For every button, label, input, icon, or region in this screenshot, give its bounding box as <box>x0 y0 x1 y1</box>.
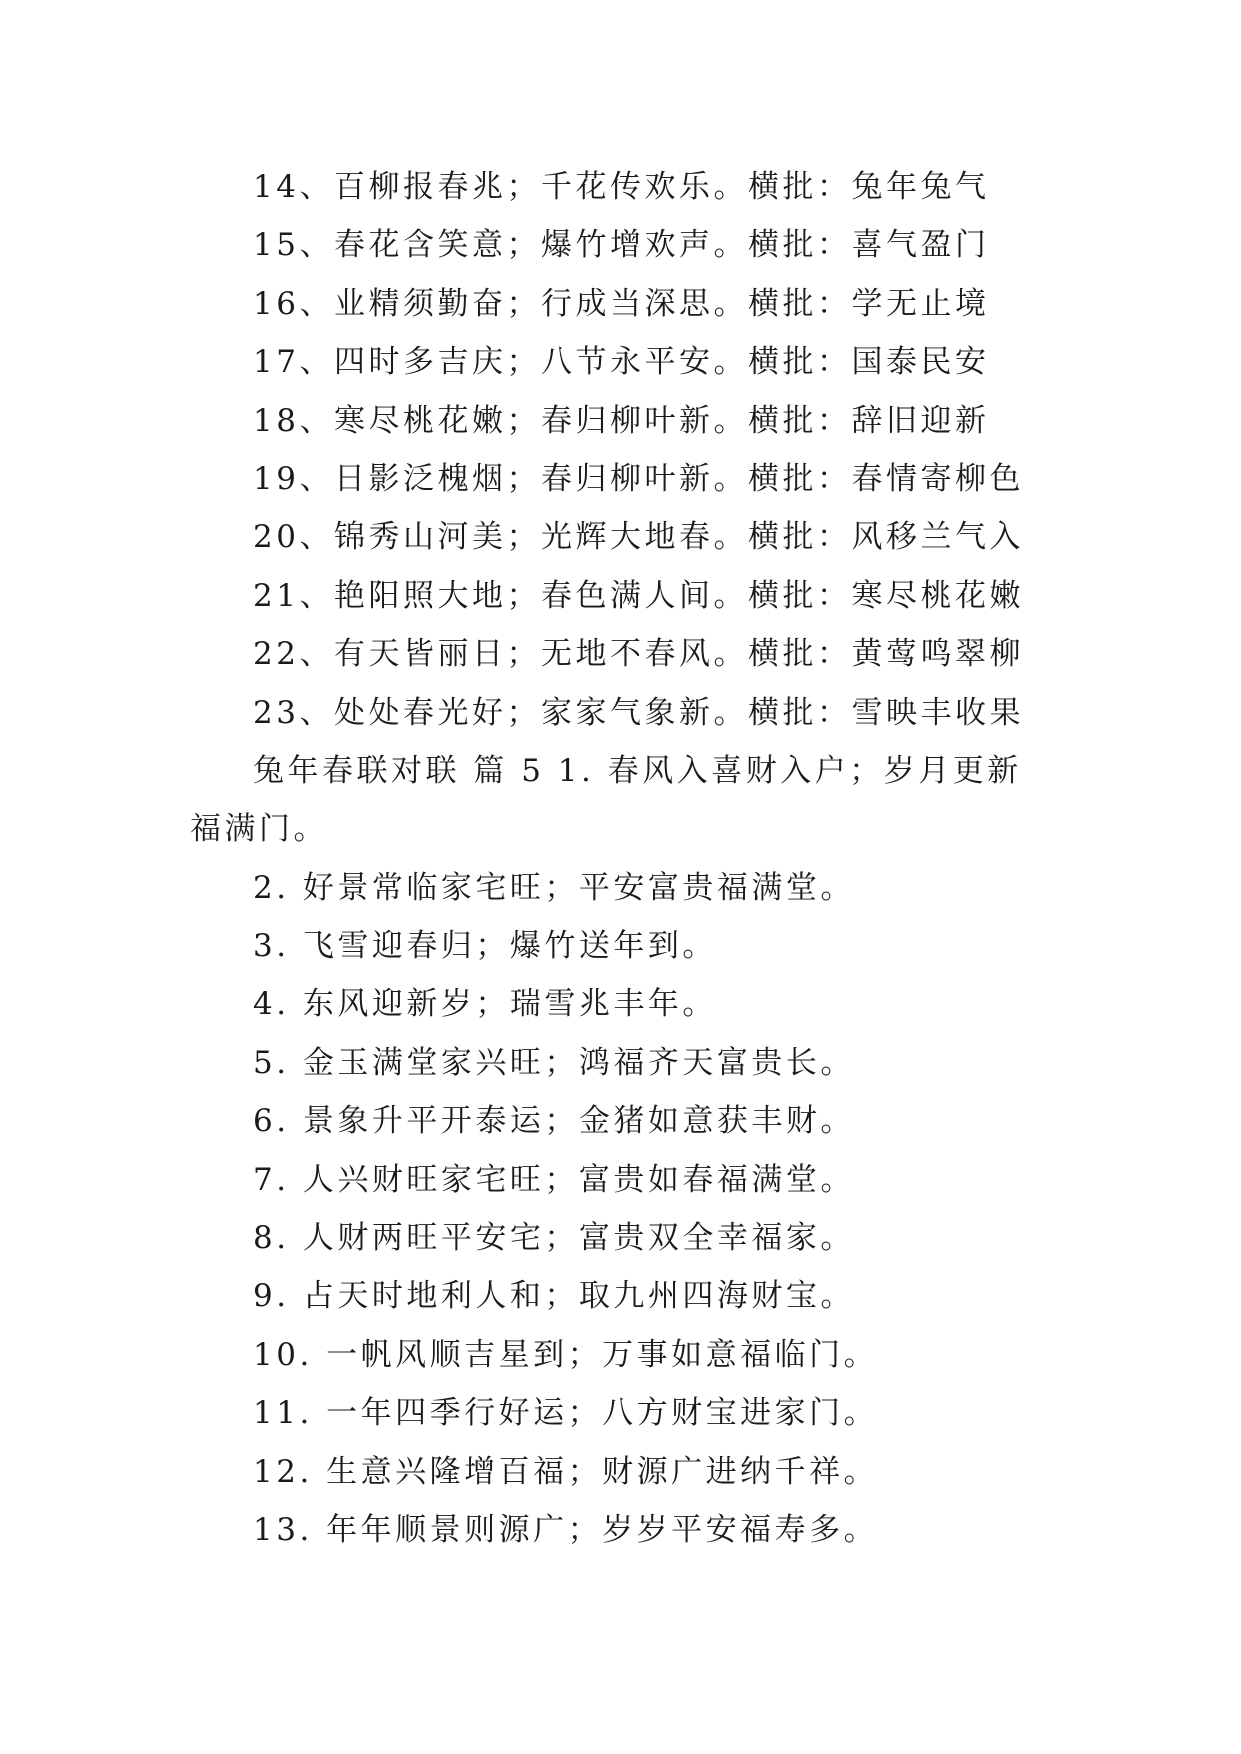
text-line: 2. 好景常临家宅旺；平安富贵福满堂。 <box>253 869 855 906</box>
text-line: 3. 飞雪迎春归；爆竹送年到。 <box>253 928 717 965</box>
text-line: 8. 人财两旺平安宅；富贵双全幸福家。 <box>253 1220 855 1257</box>
text-line: 16、业精须勤奋；行成当深思。横批：学无止境 <box>253 285 990 322</box>
text-line: 15、春花含笑意；爆竹增欢声。横批：喜气盈门 <box>253 227 990 264</box>
text-line: 5. 金玉满堂家兴旺；鸿福齐天富贵长。 <box>253 1044 855 1081</box>
text-line: 20、锦秀山河美；光辉大地春。横批：风移兰气入 <box>253 519 1024 556</box>
text-line: 18、寒尽桃花嫩；春归柳叶新。横批：辞旧迎新 <box>253 402 990 439</box>
text-line: 14、百柳报春兆；千花传欢乐。横批：兔年兔气 <box>253 169 990 205</box>
text-line: 12. 生意兴隆增百福；财源广进纳千祥。 <box>253 1453 879 1490</box>
text-line: 23、处处春光好；家家气象新。横批：雪映丰收果 <box>253 694 1024 731</box>
text-line: 7. 人兴财旺家宅旺；富贵如春福满堂。 <box>253 1161 855 1198</box>
text-line: 13. 年年顺景则源广；岁岁平安福寿多。 <box>253 1511 879 1548</box>
section-heading-line: 兔年春联对联 篇 5 1. 春风入喜财入户；岁月更新 <box>253 752 1022 789</box>
couplet-list <box>190 158 1070 1559</box>
text-line: 22、有天皆丽日；无地不春风。横批：黄莺鸣翠柳 <box>253 636 1024 673</box>
text-line-continuation: 福满门。 <box>190 811 328 848</box>
text-line: 4. 东风迎新岁；瑞雪兆丰年。 <box>253 986 717 1023</box>
text-line: 10. 一帆风顺吉星到；万事如意福临门。 <box>253 1336 879 1373</box>
text-line: 11. 一年四季行好运；八方财宝进家门。 <box>253 1395 879 1432</box>
text-line: 21、艳阳照大地；春色满人间。横批：寒尽桃花嫩 <box>253 577 1024 614</box>
text-line: 9. 占天时地利人和；取九州四海财宝。 <box>253 1278 855 1315</box>
text-line: 17、四时多吉庆；八节永平安。横批：国泰民安 <box>253 344 990 381</box>
text-line: 19、日影泛槐烟；春归柳叶新。横批：春情寄柳色 <box>253 460 1024 497</box>
text-line: 6. 景象升平开泰运；金猪如意获丰财。 <box>253 1103 855 1140</box>
